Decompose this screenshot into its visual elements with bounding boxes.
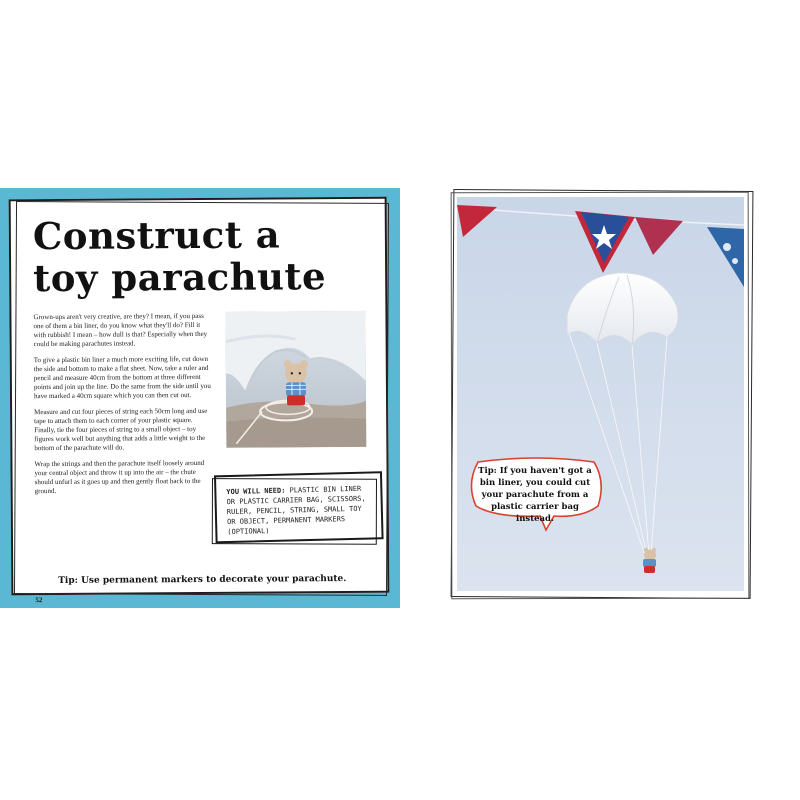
you-will-need-label: YOU WILL NEED: [226, 486, 290, 497]
paragraph-3: Measure and cut four pieces of string each 50cm long and use tape to attach them to each corner of your plastic square. Finally, tie the four pieces of string to a small object – toy figures work well but anything that adds a little weight to the bottom of the parachute will do. [34, 406, 208, 453]
content-panel [9, 197, 390, 605]
paragraph-1: Grown-ups aren't very creative, are they? I mean, if you pass one of them a bin liner, do you know what they'll do? Fill it with rubbish! I mean – how dull is that? Especially when they could be making parachutes instead. [33, 311, 208, 349]
you-will-need-items: PLASTIC BIN LINER OR PLASTIC CARRIER BAG, SCISSORS, RULER, PENCIL, STRING, SMALL TOY OR OBJECT, PERMANENT MARKERS (OPTIONAL) [226, 484, 366, 537]
instructions-text [33, 312, 214, 503]
left-page [0, 188, 400, 608]
tip-bin-liner: Tip: If you haven't got a bin liner, you could cut your parachute from a plastic carrier bag instead. [478, 466, 592, 524]
page-number: 52 [35, 596, 43, 605]
you-will-need-text [226, 484, 373, 538]
photo-toy-under-plastic [225, 311, 366, 448]
page-title [33, 213, 327, 299]
paragraph-2: To give a plastic bin liner a much more exciting life, cut down the side and bottom to make a flat sheet. Now, take a ruler and pencil and measure 40cm from the bottom at three different points and join up the line. Do the same from the side until you have marked a 40cm square which you can then cut out. [33, 354, 211, 401]
tip-markers: Tip: Use permanent markers to decorate your parachute. [58, 573, 347, 586]
title-line-1: Construct a [32, 212, 281, 259]
you-will-need-box [214, 471, 384, 543]
title-line-2: toy parachute [33, 254, 327, 301]
paragraph-4: Wrap the strings and then the parachute itself loosely around your central object and throw it up into the air – the chute should unfurl as it goes up and then gently float back to the ground. [34, 458, 205, 496]
